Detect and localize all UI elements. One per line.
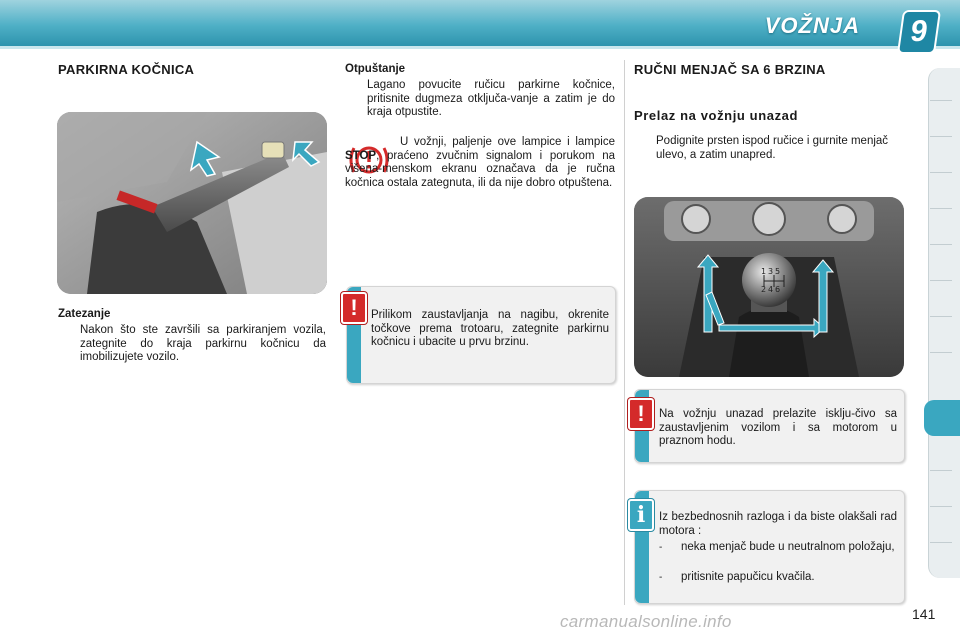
tab-divider xyxy=(930,280,952,281)
reverse-warning-text: Na vožnju unazad prelazite isklju-čivo sa zaustavljenim vozilom i sa motorom u praznom hodu. xyxy=(659,408,897,447)
gear-label: 3 xyxy=(768,267,774,276)
active-chapter-tab[interactable] xyxy=(924,400,960,436)
release-heading: Otpuštanje xyxy=(345,63,406,75)
reverse-instruction xyxy=(634,135,904,162)
watermark: carmanualsonline.info xyxy=(560,612,732,631)
release-instruction xyxy=(345,79,615,120)
chapter-title: VOŽNJA xyxy=(764,13,860,38)
gear-label: 5 xyxy=(775,267,781,276)
section-title-parking-brake: PARKIRNA KOČNICA xyxy=(58,62,195,77)
column-divider xyxy=(624,60,625,605)
pull-heading: Zatezanje xyxy=(58,308,111,320)
hand-pointer-icon xyxy=(345,79,367,120)
info-item-text: neka menjač bude u neutralnom položaju, xyxy=(681,541,895,553)
page-number: 141 xyxy=(912,606,936,622)
tab-divider xyxy=(930,244,952,245)
gear-label: 4 xyxy=(768,285,774,294)
tab-divider xyxy=(930,100,952,101)
reverse-text: Podignite prsten ispod ručice i gurnite menjač ulevo, a zatim unapred. xyxy=(656,135,889,161)
chapter-tab-strip xyxy=(928,68,960,578)
tab-divider xyxy=(930,136,952,137)
tab-divider xyxy=(930,470,952,471)
reverse-warning-box xyxy=(634,389,905,463)
info-icon: i xyxy=(628,499,654,531)
section-title-gearbox: RUČNI MENJAČ SA 6 BRZINA xyxy=(634,62,826,77)
dash-marker: - xyxy=(659,542,663,553)
stop-lamp-paragraph xyxy=(345,136,615,190)
gear-label: 2 xyxy=(761,285,767,294)
safety-info-intro: Iz bezbednosnih razloga i da biste olakšali rad motora : xyxy=(659,511,897,537)
hand-pointer-icon xyxy=(58,324,80,365)
warning-icon: ! xyxy=(628,398,654,430)
parking-brake-photo xyxy=(57,112,327,294)
tab-divider xyxy=(930,506,952,507)
info-item-text: pritisnite papučicu kvačila. xyxy=(681,571,815,583)
info-list-item xyxy=(659,541,899,555)
gear-label: 1 xyxy=(761,267,767,276)
release-text: Lagano povucite ručicu parkirne kočnice, pritisnite dugmeza otključa-vanje a zatim je do kraja otpustite. xyxy=(367,79,615,118)
dash-marker: - xyxy=(659,572,663,583)
chapter-number-badge: 9 xyxy=(897,10,941,54)
safety-info-box xyxy=(634,490,905,604)
warning-icon: ! xyxy=(341,292,367,324)
tab-divider xyxy=(930,316,952,317)
parking-brake-illustration xyxy=(57,112,327,294)
slope-warning-box xyxy=(346,286,616,384)
info-list-item xyxy=(659,571,899,585)
gearbox-illustration xyxy=(634,197,904,377)
hand-pointer-icon xyxy=(634,135,656,162)
tab-divider xyxy=(930,542,952,543)
gear-label: 6 xyxy=(775,285,781,294)
tab-divider xyxy=(930,208,952,209)
stop-text-after: , praćeno zvučnim signalom i porukom na višena-menskom ekranu označava da je ručna kočnica ostala zategnuta, ili da nije dobro otpuštena. xyxy=(345,149,615,189)
pull-text: Nakon što ste završili sa parkiranjem vozila, zategnite do kraja parkirnu kočnicu da imobilizujete vozilo. xyxy=(80,324,326,363)
stop-text-bold: STOP xyxy=(345,149,377,162)
pull-instruction xyxy=(58,324,326,365)
slope-warning-text: Prilikom zaustavljanja na nagibu, okrenite točkove prema trotoaru, zategnite parkirnu kočnicu i ubacite u prvu brzinu. xyxy=(371,309,609,348)
header-rule xyxy=(0,46,960,49)
tab-divider xyxy=(930,352,952,353)
tab-divider xyxy=(930,172,952,173)
gearbox-photo xyxy=(634,197,904,377)
stop-text-before: U vožnji, paljenje ove lampice i lampice xyxy=(400,136,615,148)
reverse-heading: Prelaz na vožnju unazad xyxy=(634,108,799,123)
